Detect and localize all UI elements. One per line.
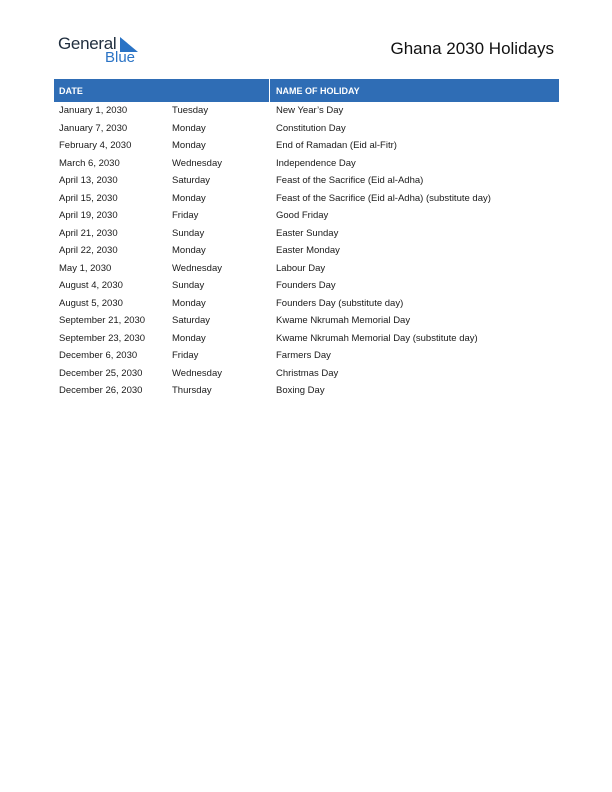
table-row [54,207,559,225]
holiday-weekday: Monday [172,297,206,309]
holiday-name: New Year’s Day [276,105,344,116]
holiday-date: April 13, 2030 [59,175,118,186]
holiday-name: Kwame Nkrumah Memorial Day (substitute day) [276,332,478,344]
holiday-date: February 4, 2030 [59,140,132,151]
holiday-date: April 19, 2030 [59,210,118,221]
holiday-date: April 21, 2030 [59,227,118,239]
table-row [54,102,559,120]
holiday-date: August 5, 2030 [59,297,123,309]
holiday-weekday: Friday [172,350,199,361]
holiday-name: Independence Day [276,157,356,169]
holiday-date: December 25, 2030 [59,367,143,379]
holiday-date: December 26, 2030 [59,385,143,396]
logo-text-blue: Blue [105,49,136,66]
holiday-name: Feast of the Sacrifice (Eid al-Adha) (substitute day) [276,192,491,204]
holiday-weekday: Thursday [172,385,212,396]
holiday-name: Easter Monday [276,245,340,256]
table-row [54,382,559,400]
table-body [54,102,559,400]
holiday-weekday: Sunday [172,227,205,239]
table-row [54,120,559,138]
holiday-table [54,79,559,400]
generalblue-logo [58,34,148,68]
holiday-weekday: Friday [172,210,199,221]
holiday-date: January 7, 2030 [59,122,128,134]
holiday-name: End of Ramadan (Eid al-Fitr) [276,140,397,151]
header-holiday-name: NAME OF HOLIDAY [276,86,360,96]
page-title: Ghana 2030 Holidays [390,39,554,58]
holiday-name: Boxing Day [276,385,325,396]
table-row [54,330,559,348]
holiday-date: April 15, 2030 [59,192,118,204]
holiday-name: Kwame Nkrumah Memorial Day [276,315,411,326]
holiday-date: April 22, 2030 [59,245,118,256]
holiday-name: Farmers Day [276,350,331,361]
table-row [54,242,559,260]
header-date: DATE [59,86,83,96]
holiday-date: August 4, 2030 [59,280,123,291]
header-divider [269,79,270,102]
holiday-weekday: Tuesday [172,105,209,116]
holiday-date: December 6, 2030 [59,350,138,361]
holiday-weekday: Saturday [172,175,211,186]
holiday-weekday: Monday [172,245,206,256]
holiday-date: March 6, 2030 [59,157,120,169]
table-row [54,277,559,295]
table-row [54,172,559,190]
holiday-name: Easter Sunday [276,227,339,239]
table-row [54,312,559,330]
table-row [54,190,559,208]
table-row [54,365,559,383]
holiday-weekday: Sunday [172,280,205,291]
table-row [54,295,559,313]
logo-text-general: General [58,34,117,53]
holiday-date: September 21, 2030 [59,315,146,326]
holiday-weekday: Saturday [172,315,211,326]
holiday-name: Good Friday [276,210,329,221]
holiday-date: January 1, 2030 [59,105,128,116]
holiday-name: Founders Day [276,280,336,291]
table-row [54,137,559,155]
holiday-weekday: Monday [172,192,206,204]
table-header [54,79,559,102]
holiday-weekday: Monday [172,332,206,344]
holiday-weekday: Wednesday [172,367,222,379]
holiday-weekday: Wednesday [172,157,222,169]
holiday-name: Labour Day [276,262,326,274]
table-row [54,347,559,365]
holiday-name: Christmas Day [276,367,339,379]
holiday-date: September 23, 2030 [59,332,146,344]
holiday-weekday: Wednesday [172,262,222,274]
holiday-name: Founders Day (substitute day) [276,297,404,309]
holiday-name: Feast of the Sacrifice (Eid al-Adha) [276,175,424,186]
table-row [54,225,559,243]
holiday-name: Constitution Day [276,122,346,134]
holiday-date: May 1, 2030 [59,262,112,274]
table-row [54,260,559,278]
holiday-weekday: Monday [172,122,206,134]
holiday-weekday: Monday [172,140,206,151]
table-row [54,155,559,173]
